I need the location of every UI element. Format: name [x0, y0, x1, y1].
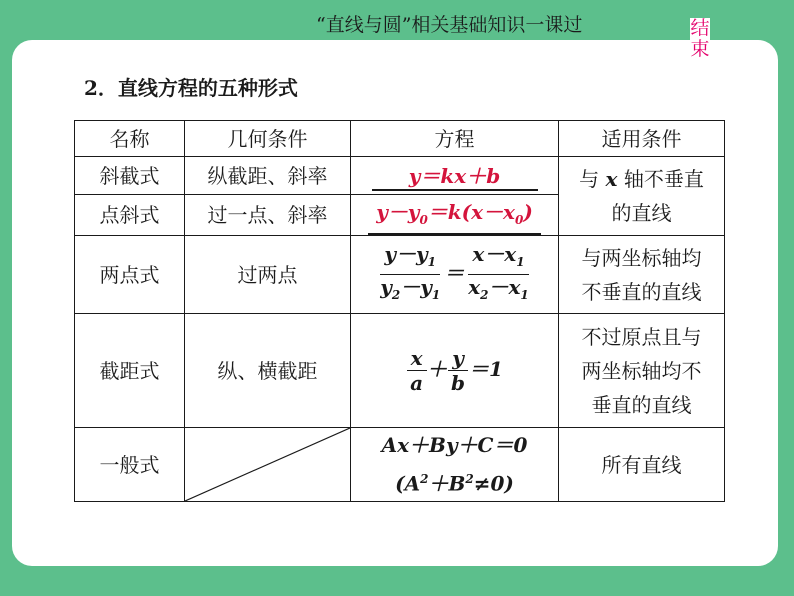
table-row [75, 428, 725, 502]
applicable-line: 的直线 [611, 201, 672, 225]
form-equation [351, 428, 559, 502]
header-cell: 适用条件 [559, 121, 725, 157]
applicable-line: 两坐标轴均不 [581, 358, 702, 383]
form-applicable [559, 314, 725, 428]
applicable-line: 与两坐标轴均 [581, 245, 702, 270]
intercept-y-fraction: $\frac{y}{b}$ [447, 346, 469, 395]
intercept-x-fraction: $\frac{x}{a}$ [406, 346, 427, 395]
form-name: 两点式 [75, 236, 185, 314]
applicable-line: 与 x 轴不垂直 [579, 167, 704, 191]
line-equation-table [74, 120, 725, 502]
slope-intercept-equation: y＝kx＋b [372, 163, 538, 191]
form-applicable: 所有直线 [559, 428, 725, 502]
form-condition: 过一点、斜率 [185, 195, 351, 236]
header-cell: 方程 [351, 121, 559, 157]
header-cell: 名称 [75, 121, 185, 157]
form-applicable [559, 157, 725, 236]
form-applicable [559, 236, 725, 314]
diagonal-slash [185, 428, 350, 501]
form-equation [351, 195, 559, 236]
form-condition: 过两点 [185, 236, 351, 314]
table-header-row [75, 121, 725, 157]
form-condition: 纵截距、斜率 [185, 157, 351, 195]
table-row [75, 236, 725, 314]
applicable-line: 不垂直的直线 [581, 279, 702, 304]
form-equation: $\frac{x}{a}$ ＋ $\frac{y}{b}$ ＝1 [351, 314, 559, 428]
form-name: 截距式 [75, 314, 185, 428]
section-title: 2．直线方程的五种形式 [84, 76, 298, 100]
two-point-left-fraction: $\frac{y-y_1}{y_2-y_1}$ [380, 242, 441, 302]
form-name: 一般式 [75, 428, 185, 502]
empty-diagonal-cell [185, 428, 351, 502]
form-name: 斜截式 [75, 157, 185, 195]
header-title: “直线与圆”相关基础知识一课过 [316, 14, 583, 36]
form-condition: 纵、横截距 [185, 314, 351, 428]
applicable-line: 垂直的直线 [591, 392, 692, 417]
general-equation-line: Ax＋By＋C＝0 [381, 433, 528, 458]
two-point-right-fraction: $\frac{x-x_1}{x_2-x_1}$ [468, 242, 529, 302]
applicable-line: 不过原点且与 [581, 324, 702, 349]
end-button[interactable]: 结束 [690, 17, 710, 60]
table-row [75, 157, 725, 195]
header-cell: 几何条件 [185, 121, 351, 157]
top-bar [0, 0, 794, 40]
form-name: 点斜式 [75, 195, 185, 236]
general-condition-line: $(A^2+B^2\ne 0)$ [395, 471, 514, 496]
point-slope-equation: $y-y_0=k(x-x_0)$ [368, 199, 541, 235]
form-equation: $\frac{y-y_1}{y_2-y_1}$ ＝ $\frac{x-x_1}{x_2-x_1}$ [351, 236, 559, 314]
table-row [75, 314, 725, 428]
form-equation [351, 157, 559, 195]
